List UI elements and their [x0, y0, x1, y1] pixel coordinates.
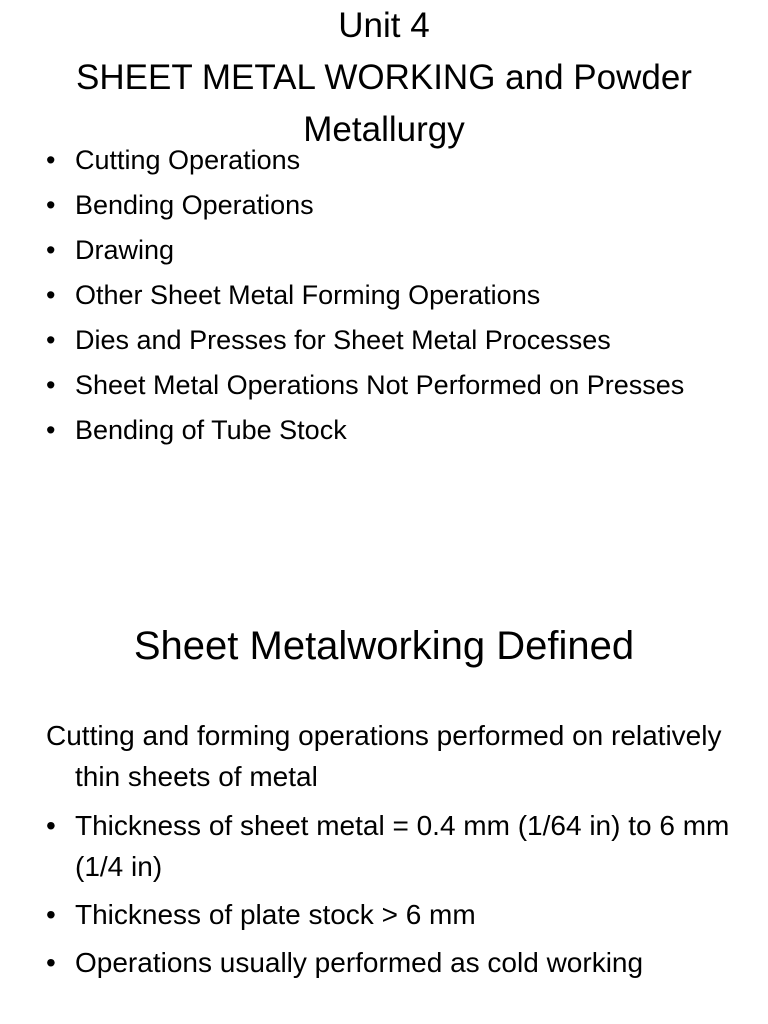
bullet-item: • Cutting Operations: [46, 141, 736, 179]
bullet-item: • Bending of Tube Stock: [46, 411, 736, 449]
bullet-item: • Drawing: [46, 231, 736, 269]
intro-paragraph: Cutting and forming operations performed on relatively thin sheets of metal: [46, 720, 722, 792]
topic-list: [46, 141, 736, 456]
bullet-item: • Dies and Presses for Sheet Metal Processes: [46, 321, 736, 359]
title-line-topic: SHEET METAL WORKING and Powder Metallurgy: [76, 58, 692, 149]
bullet-item: • Sheet Metal Operations Not Performed on Presses: [46, 366, 736, 404]
slide-title: [30, 0, 738, 156]
bullet-item: • Thickness of sheet metal = 0.4 mm (1/64 in) to 6 mm (1/4 in): [46, 805, 736, 887]
bullet-item: • Bending Operations: [46, 186, 736, 224]
bullet-item: • Thickness of plate stock > 6 mm: [46, 894, 736, 935]
slide-sheet-metalworking-defined: [0, 512, 768, 1024]
bullet-item: • Other Sheet Metal Forming Operations: [46, 276, 736, 314]
title-line-unit: Unit 4: [338, 6, 430, 45]
bullet-item: • Operations usually performed as cold working: [46, 942, 736, 983]
slide-title: Sheet Metalworking Defined: [133, 624, 635, 668]
definition-list: [46, 805, 736, 990]
